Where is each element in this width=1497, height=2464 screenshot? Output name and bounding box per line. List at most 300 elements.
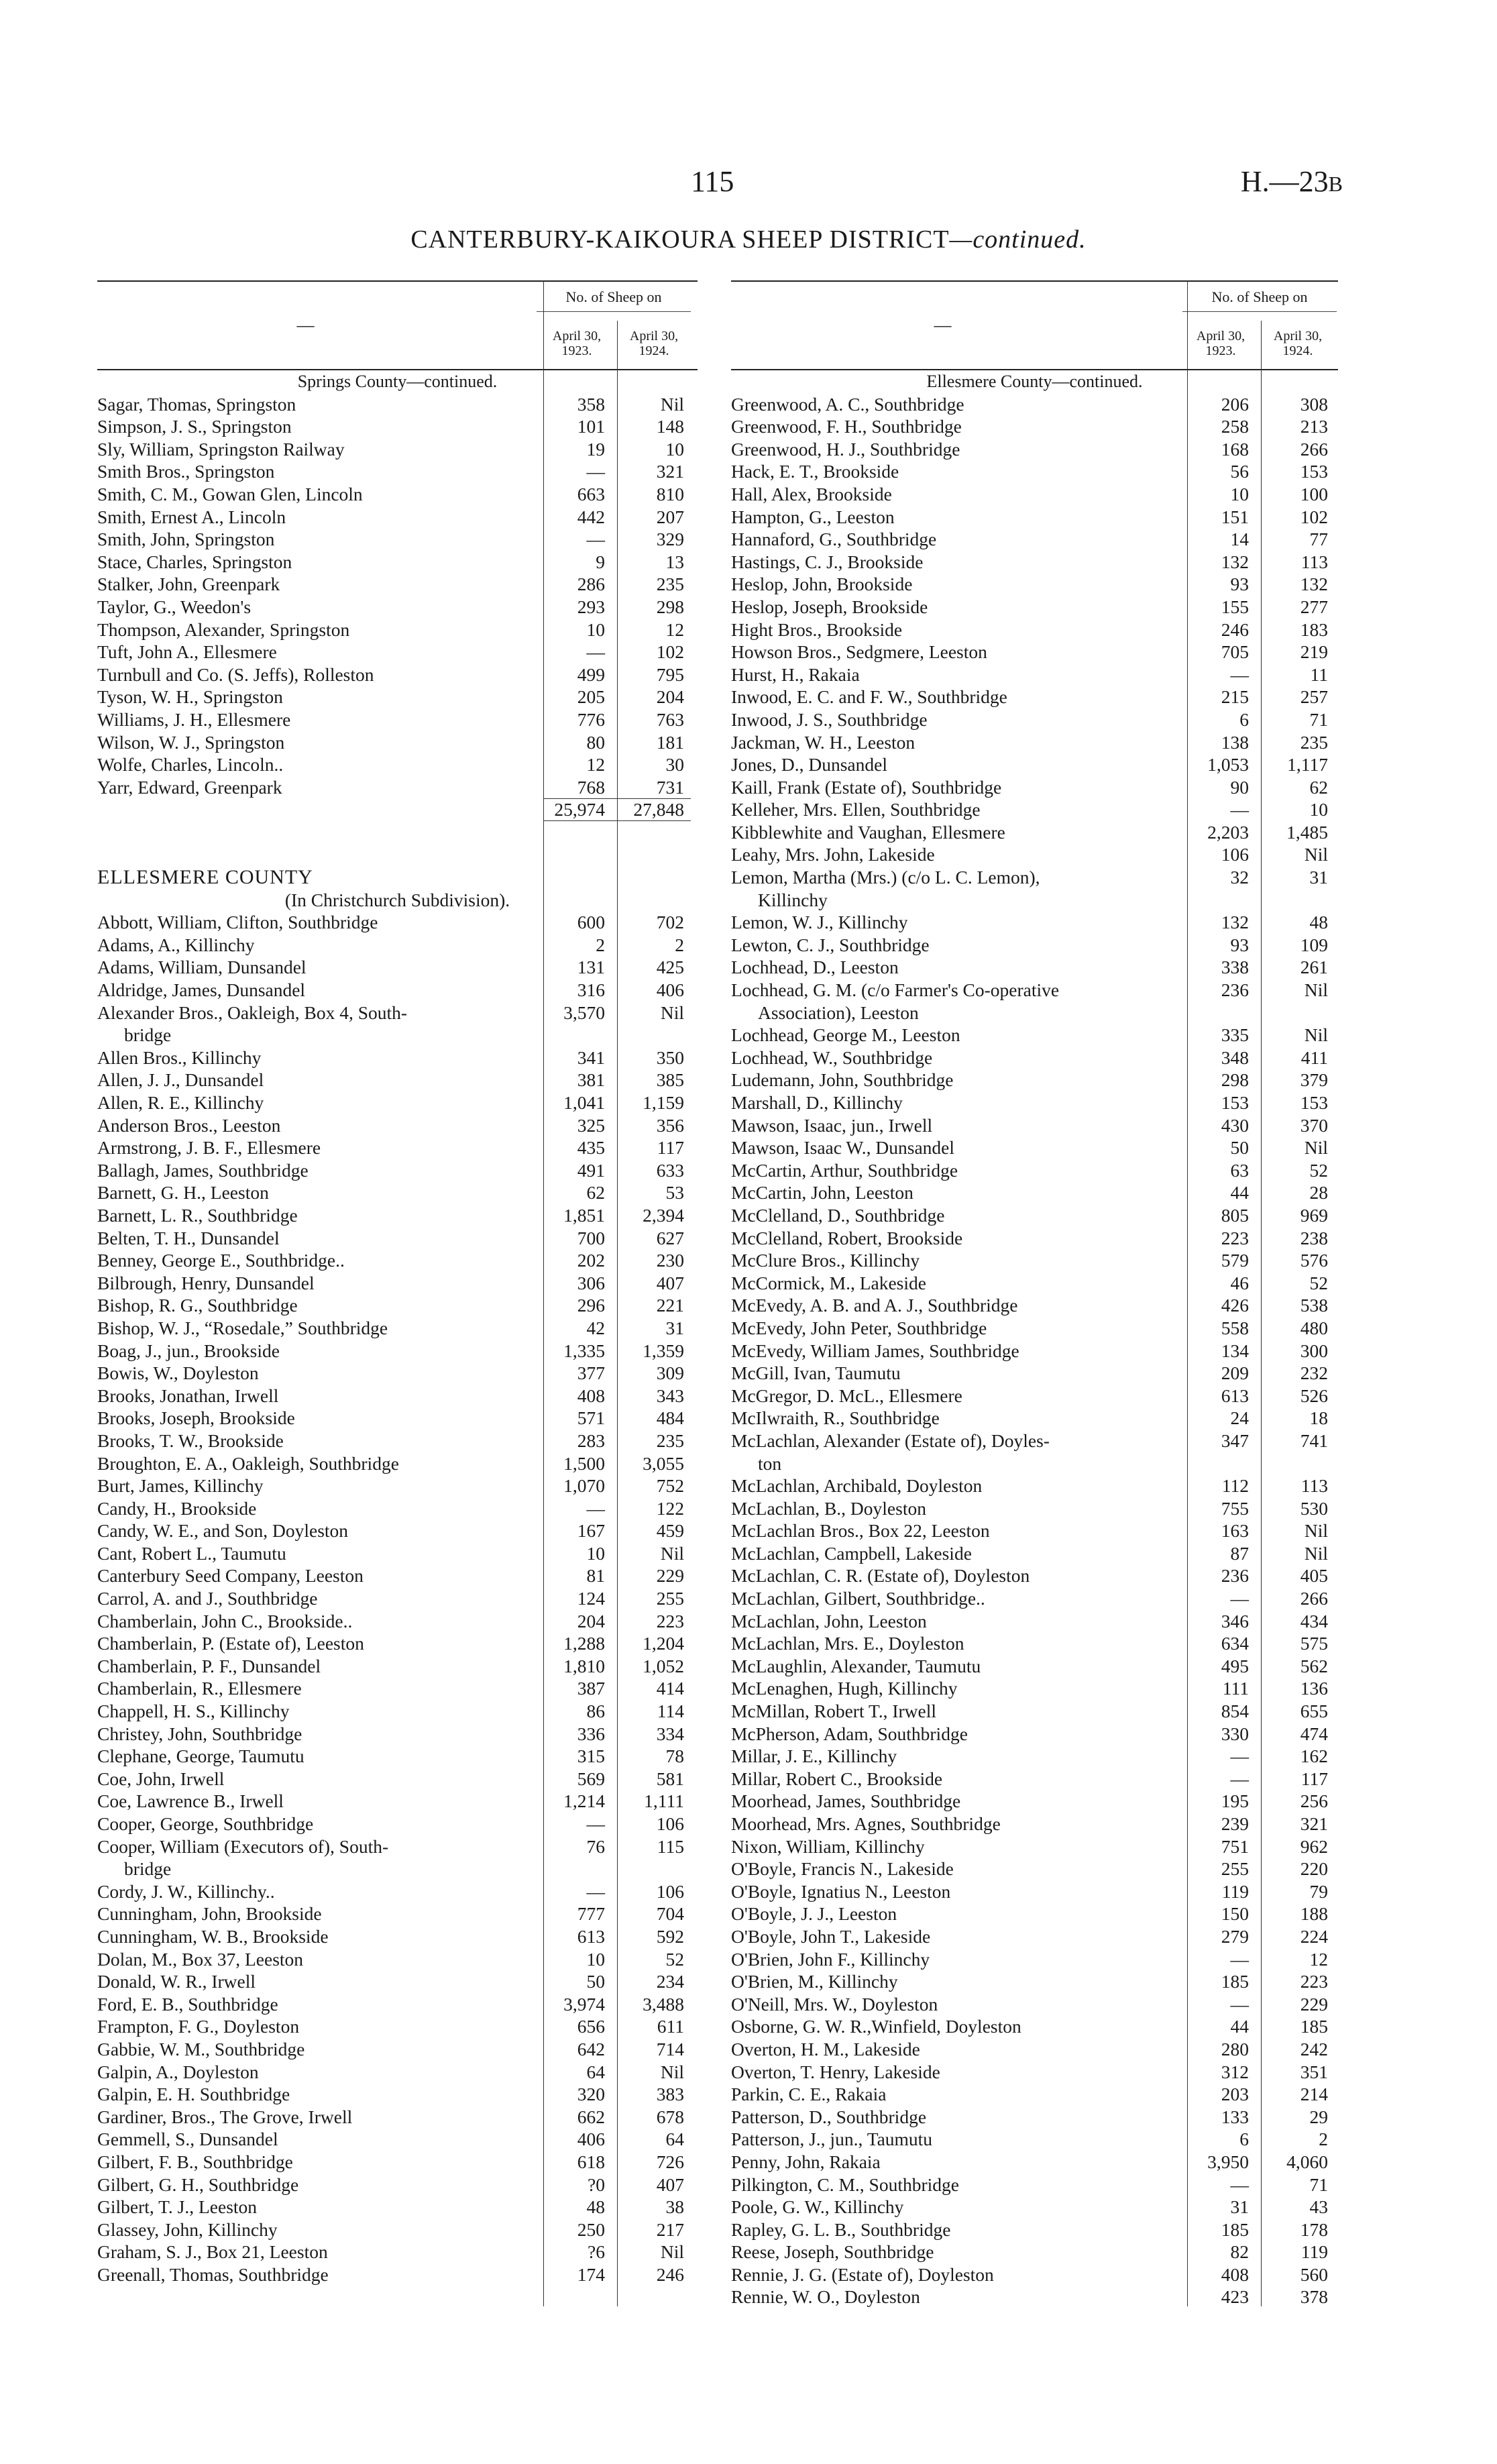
sheep-1924-value: 18 <box>1309 1407 1328 1429</box>
owner-name: McLachlan, Mrs. E., Doyleston <box>731 1633 964 1654</box>
owner-name: Nixon, William, Killinchy <box>731 1835 925 1857</box>
table-row <box>731 641 1338 663</box>
owner-name: O'Brien, M., Killinchy <box>731 1971 898 1992</box>
owner-name: Lochhead, G. M. (c/o Farmer's Co-operative <box>731 979 1060 1001</box>
table-row <box>731 2106 1338 2129</box>
sheep-1923-value: 1,041 <box>563 1092 605 1113</box>
table-row <box>97 2151 698 2174</box>
sheep-1924-value: 474 <box>1300 1723 1328 1744</box>
owner-name: Ballagh, James, Southbridge <box>97 1159 309 1181</box>
sheep-1924-value: 356 <box>656 1114 684 1136</box>
sheep-1923-value: 14 <box>1230 529 1249 550</box>
left-rows <box>97 370 698 2286</box>
table-row <box>97 1430 698 1452</box>
sheep-1924-value: 224 <box>1300 1925 1328 1947</box>
sheep-1923-value: 346 <box>1221 1610 1249 1631</box>
table-row <box>97 1497 698 1520</box>
sheep-1923-value: 76 <box>586 1835 605 1857</box>
owner-name: Hastings, C. J., Brookside <box>731 551 924 572</box>
owner-name: Simpson, J. S., Springston <box>97 416 292 437</box>
owner-name: Bishop, W. J., “Rosedale,” Southbridge <box>97 1317 388 1338</box>
table-row <box>97 889 698 912</box>
table-row <box>731 1136 1338 1159</box>
sheep-1924-value: 309 <box>656 1362 684 1384</box>
table-row <box>731 2038 1338 2061</box>
table-row <box>97 2263 698 2286</box>
sheep-1923-value: 10 <box>586 619 605 640</box>
sheep-1924-value: 153 <box>1300 461 1328 482</box>
owner-name: Candy, W. E., and Son, Doyleston <box>97 1520 349 1542</box>
owner-name: Donald, W. R., Irwell <box>97 1971 256 1992</box>
owner-name: Osborne, G. W. R.,Winfield, Doyleston <box>731 2016 1021 2037</box>
column-divider <box>543 280 544 2306</box>
owner-name: Poole, G. W., Killinchy <box>731 2196 904 2218</box>
owner-name: Heslop, John, Brookside <box>731 574 913 595</box>
sheep-1923-value: 330 <box>1221 1723 1249 1744</box>
owner-name: Stalker, John, Greenpark <box>97 574 280 595</box>
table-header <box>97 282 698 370</box>
table-row <box>97 528 698 551</box>
owner-name: McClelland, Robert, Brookside <box>731 1227 963 1248</box>
sheep-1923-value: 124 <box>577 1588 605 1609</box>
owner-name: Lochhead, George M., Leeston <box>731 1024 960 1046</box>
sheep-1924-value: 38 <box>665 2196 684 2218</box>
owner-name: (In Christchurch Subdivision). <box>284 889 510 910</box>
sheep-1924-value: 238 <box>1300 1227 1328 1248</box>
sheep-1923-value: ?6 <box>588 2241 605 2263</box>
sheep-1924-value: 229 <box>656 1565 684 1587</box>
sheep-1923-value: 283 <box>577 1430 605 1451</box>
owner-name: Brooks, T. W., Brookside <box>97 1430 284 1451</box>
sheep-1924-value: 29 <box>1309 2106 1328 2127</box>
sheep-1924-value: 576 <box>1300 1250 1328 1271</box>
owner-name: Cunningham, W. B., Brookside <box>97 1925 329 1947</box>
sheep-1923-value: 306 <box>577 1272 605 1293</box>
sheep-1923-value: 618 <box>577 2151 605 2172</box>
page-title-main: CANTERBURY-KAIKOURA SHEEP DISTRICT <box>410 225 950 254</box>
owner-name: Coe, John, Irwell <box>97 1768 225 1789</box>
sheep-1923-value: — <box>1230 1746 1249 1767</box>
table-row <box>731 1813 1338 1835</box>
owner-name: O'Neill, Mrs. W., Doyleston <box>731 1993 938 2015</box>
table-row <box>731 506 1338 529</box>
owner-name: Alexander Bros., Oakleigh, Box 4, South- <box>97 1002 408 1023</box>
sheep-1923-value: 209 <box>1221 1362 1249 1384</box>
sheep-1924-value: Nil <box>1304 1137 1328 1159</box>
sheep-1924-value: 405 <box>1300 1565 1328 1587</box>
sheep-1923-value: 25,974 <box>554 799 605 820</box>
sheep-1924-value: 633 <box>656 1159 684 1181</box>
table-row <box>97 843 698 866</box>
table-row <box>731 1407 1338 1430</box>
owner-name: Graham, S. J., Box 21, Leeston <box>97 2241 328 2263</box>
owner-name: Chamberlain, R., Ellesmere <box>97 1678 302 1699</box>
owner-name: Kaill, Frank (Estate of), Southbridge <box>731 776 1002 798</box>
table-row <box>97 1024 698 1047</box>
sheep-1924-value: 71 <box>1309 2174 1328 2195</box>
sheep-1924-value: 321 <box>1300 1813 1328 1834</box>
owner-name: Cooper, George, Southbridge <box>97 1813 314 1834</box>
sheep-1924-value: 53 <box>665 1182 684 1203</box>
table-row <box>97 1813 698 1835</box>
table-row <box>731 1475 1338 1497</box>
sheep-1923-value: 151 <box>1221 506 1249 527</box>
sheep-1923-value: 341 <box>577 1047 605 1068</box>
sheep-1924-value: 213 <box>1300 416 1328 437</box>
owner-name: Clephane, George, Taumutu <box>97 1746 304 1767</box>
owner-name: Christey, John, Southbridge <box>97 1723 302 1744</box>
owner-name: Stace, Charles, Springston <box>97 551 292 572</box>
sheep-1924-value: 351 <box>1300 2061 1328 2082</box>
sheep-1924-value: Nil <box>1304 1024 1328 1046</box>
table-row <box>97 415 698 438</box>
owner-name: Kelleher, Mrs. Ellen, Southbridge <box>731 799 981 820</box>
table-row <box>97 1587 698 1610</box>
table-row <box>731 1385 1338 1407</box>
table-row <box>731 1858 1338 1880</box>
table-row <box>731 370 1338 393</box>
sheep-1923-value: 2 <box>596 934 605 955</box>
sheep-1923-value: 56 <box>1230 461 1249 482</box>
owner-name: Hall, Alex, Brookside <box>731 483 892 504</box>
table-row <box>731 1497 1338 1520</box>
sheep-1924-value: 2 <box>1319 2129 1328 2150</box>
sheep-1923-value: 751 <box>1221 1835 1249 1857</box>
table-row <box>731 866 1338 889</box>
sheep-1924-value: 321 <box>656 461 684 482</box>
owner-name: Sagar, Thomas, Springston <box>97 393 296 415</box>
table-row <box>731 1002 1338 1024</box>
sheep-1923-value: 131 <box>577 957 605 978</box>
owner-name: bridge <box>124 1024 172 1046</box>
sheep-1923-value: 205 <box>577 686 605 708</box>
sheep-1923-value: 64 <box>586 2061 605 2082</box>
owner-name: Brooks, Jonathan, Irwell <box>97 1385 279 1406</box>
sheep-1924-value: 13 <box>665 551 684 572</box>
sheep-1923-value: 335 <box>1221 1024 1249 1046</box>
table-row <box>731 1249 1338 1272</box>
table-row <box>97 2218 698 2241</box>
sheep-1924-value: 235 <box>1300 731 1328 753</box>
sheep-1924-value: 752 <box>656 1475 684 1497</box>
table-row <box>731 2263 1338 2286</box>
table-row <box>731 573 1338 596</box>
owner-name: McLaughlin, Alexander, Taumutu <box>731 1655 981 1676</box>
table-row <box>731 1047 1338 1069</box>
owner-name: Hurst, H., Rakaia <box>731 663 860 685</box>
sheep-1924-value: 257 <box>1300 686 1328 708</box>
sheep-1923-value: 315 <box>577 1746 605 1767</box>
sheep-1923-value: 656 <box>577 2016 605 2037</box>
table-row <box>97 1723 698 1746</box>
sheep-1923-value: 348 <box>1221 1047 1249 1068</box>
table-row <box>97 1249 698 1272</box>
owner-name: Gemmell, S., Dunsandel <box>97 2129 278 2150</box>
owner-name: McGill, Ivan, Taumutu <box>731 1362 901 1384</box>
sheep-1923-value: 495 <box>1221 1655 1249 1676</box>
table-row <box>731 2083 1338 2106</box>
table-row <box>731 2218 1338 2241</box>
sheep-1923-value: 3,974 <box>563 1993 605 2015</box>
sheep-1923-value: 755 <box>1221 1497 1249 1519</box>
sheep-1923-value: 150 <box>1221 1903 1249 1925</box>
sheep-1923-value: 101 <box>577 416 605 437</box>
table-row <box>731 1835 1338 1858</box>
sheep-1923-value: 279 <box>1221 1925 1249 1947</box>
table-row <box>731 1655 1338 1678</box>
sheep-1924-value: 246 <box>656 2263 684 2285</box>
sheep-1923-value: 662 <box>577 2106 605 2127</box>
sheep-1923-value: — <box>1230 2174 1249 2195</box>
sheep-1924-value: 969 <box>1300 1204 1328 1226</box>
owner-name: Jones, D., Dunsandel <box>731 754 887 775</box>
sheep-1923-value: 768 <box>577 776 605 798</box>
owner-name: Gilbert, F. B., Southbridge <box>97 2151 293 2172</box>
sheep-1924-value: 484 <box>656 1407 684 1429</box>
table-row <box>97 731 698 754</box>
table-row <box>97 2015 698 2038</box>
sheep-1924-value: 459 <box>656 1520 684 1542</box>
sheep-1923-value: 195 <box>1221 1790 1249 1812</box>
table-row <box>97 1745 698 1768</box>
owner-name: Heslop, Joseph, Brookside <box>731 596 928 617</box>
sheep-1924-value: 235 <box>656 1430 684 1451</box>
sheep-1924-value: Nil <box>660 1002 684 1023</box>
sheep-1923-value: 223 <box>1221 1227 1249 1248</box>
sheep-1923-value: 239 <box>1221 1813 1249 1834</box>
table-row <box>97 821 698 844</box>
table-row <box>97 1768 698 1790</box>
sheep-1924-value: 4,060 <box>1286 2151 1328 2172</box>
sheep-1923-value: 132 <box>1221 551 1249 572</box>
table-row <box>731 2128 1338 2151</box>
sheep-1924-value: 77 <box>1309 529 1328 550</box>
sheep-1924-value: 1,117 <box>1287 754 1328 775</box>
owner-name: McEvedy, John Peter, Southbridge <box>731 1317 987 1338</box>
sheep-1924-value: 64 <box>665 2129 684 2150</box>
sheep-1923-value: 46 <box>1230 1272 1249 1293</box>
owner-name: McClure Bros., Killinchy <box>731 1250 920 1271</box>
owner-name: McCartin, John, Leeston <box>731 1182 913 1203</box>
table-row <box>731 2241 1338 2263</box>
owner-name: McLenaghen, Hugh, Killinchy <box>731 1678 958 1699</box>
sheep-1924-value: 266 <box>1300 438 1328 460</box>
sheep-1923-value: 44 <box>1230 2016 1249 2037</box>
table-row <box>731 1970 1338 1993</box>
table-row <box>731 956 1338 979</box>
sheep-1924-value: 48 <box>1309 912 1328 933</box>
table-row <box>97 1655 698 1678</box>
sheep-1924-value: 1,052 <box>643 1655 684 1676</box>
sheep-1923-value: 90 <box>1230 776 1249 798</box>
sheep-1923-value: 24 <box>1230 1407 1249 1429</box>
owner-name: Glassey, John, Killinchy <box>97 2218 278 2240</box>
sheep-1924-value: 383 <box>656 2084 684 2105</box>
sheep-1923-value: 571 <box>577 1407 605 1429</box>
right-column <box>731 280 1338 2308</box>
table-row <box>97 1294 698 1317</box>
owner-name: McLachlan Bros., Box 22, Leeston <box>731 1520 990 1542</box>
sheep-1924-value: 530 <box>1300 1497 1328 1519</box>
sheep-1923-value: 3,570 <box>563 1002 605 1023</box>
right-rows <box>731 370 1338 2308</box>
sheep-1924-value: 178 <box>1300 2218 1328 2240</box>
owner-name: Association), Leeston <box>758 1002 919 1023</box>
sheep-1923-value: 80 <box>586 731 605 753</box>
sheep-1924-value: 235 <box>656 574 684 595</box>
sheep-1924-value: 27,848 <box>633 799 684 820</box>
sheep-1923-value: 700 <box>577 1227 605 1248</box>
sheep-1923-value: 10 <box>586 1542 605 1564</box>
sheep-1923-value: 112 <box>1221 1475 1249 1497</box>
table-row <box>731 1542 1338 1565</box>
sheep-1924-value: 298 <box>656 596 684 617</box>
owner-name: Bishop, R. G., Southbridge <box>97 1295 298 1316</box>
sheep-1923-value: 705 <box>1221 641 1249 663</box>
document-code-prefix: H.—23 <box>1240 165 1329 198</box>
table-row <box>731 1204 1338 1227</box>
table-row <box>731 1700 1338 1723</box>
table-row <box>97 438 698 461</box>
owner-name: Turnbull and Co. (S. Jeffs), Rolleston <box>97 663 374 685</box>
table-row <box>731 2196 1338 2218</box>
sheep-1923-value: 381 <box>577 1069 605 1091</box>
owner-name: Overton, T. Henry, Lakeside <box>731 2061 940 2082</box>
owner-name: Reese, Joseph, Southbridge <box>731 2241 934 2263</box>
sheep-1923-value: 9 <box>596 551 605 572</box>
sheep-1924-value: Nil <box>660 2061 684 2082</box>
table-row <box>731 1610 1338 1633</box>
sheep-1923-value: 138 <box>1221 731 1249 753</box>
sheep-1924-value: 1,159 <box>643 1092 684 1113</box>
owner-name: Rennie, W. O., Doyleston <box>731 2286 920 2308</box>
table-row <box>731 708 1338 731</box>
table-row <box>731 2286 1338 2308</box>
owner-name: Gabbie, W. M., Southbridge <box>97 2038 305 2059</box>
sheep-1923-value: 255 <box>1221 1858 1249 1880</box>
sheep-1924-value: 343 <box>656 1385 684 1406</box>
table-row <box>731 2015 1338 2038</box>
owner-name: McEvedy, William James, Southbridge <box>731 1340 1019 1361</box>
sheep-1923-value: 579 <box>1221 1250 1249 1271</box>
table-row <box>97 641 698 663</box>
table-row <box>731 731 1338 754</box>
sheep-1924-value: 78 <box>665 1746 684 1767</box>
table-row <box>731 1430 1338 1452</box>
sheep-1924-value: 810 <box>656 483 684 504</box>
sheep-1924-value: 385 <box>656 1069 684 1091</box>
sheep-1923-value: 613 <box>577 1925 605 1947</box>
table-row <box>97 2128 698 2151</box>
table-row <box>97 1970 698 1993</box>
table-row <box>97 596 698 619</box>
sheep-1923-value: 10 <box>586 1948 605 1970</box>
table-row <box>97 2083 698 2106</box>
sheep-1923-value: 499 <box>577 663 605 685</box>
sheep-1923-value: 93 <box>1230 574 1249 595</box>
owner-name: McIlwraith, R., Southbridge <box>731 1407 940 1429</box>
owner-name: Jackman, W. H., Leeston <box>731 731 916 753</box>
owner-name: Rennie, J. G. (Estate of), Doyleston <box>731 2263 994 2285</box>
owner-name: McMillan, Robert T., Irwell <box>731 1701 937 1722</box>
table-row <box>97 1452 698 1475</box>
table-row <box>97 911 698 934</box>
owner-name: Inwood, E. C. and F. W., Southbridge <box>731 686 1007 708</box>
table-row <box>97 1181 698 1204</box>
sheep-1924-value: 181 <box>656 731 684 753</box>
sheep-1924-value: 31 <box>1309 867 1328 888</box>
table-row <box>731 753 1338 776</box>
owner-name: Smith, C. M., Gowan Glen, Lincoln <box>97 483 363 504</box>
table-row <box>731 934 1338 957</box>
owner-name: Chamberlain, P. F., Dunsandel <box>97 1655 321 1676</box>
sheep-1923-value: 82 <box>1230 2241 1249 2263</box>
sheep-1924-value: 132 <box>1300 574 1328 595</box>
sheep-1924-value: 217 <box>656 2218 684 2240</box>
owner-name: Lochhead, D., Leeston <box>731 957 899 978</box>
sheep-1924-value: 1,485 <box>1286 821 1328 843</box>
sheep-1923-value: 426 <box>1221 1295 1249 1316</box>
owner-name: Patterson, D., Southbridge <box>731 2106 927 2127</box>
sheep-1924-value: 234 <box>656 1971 684 1992</box>
sheep-1924-value: 1,111 <box>644 1790 684 1812</box>
owner-name: McLachlan, Alexander (Estate of), Doyles- <box>731 1430 1050 1451</box>
owner-name: Ford, E. B., Southbridge <box>97 1993 278 2015</box>
table-row <box>97 1272 698 1295</box>
sheep-1923-value: 32 <box>1230 867 1249 888</box>
owner-name: Adams, A., Killinchy <box>97 934 255 955</box>
sheep-1923-value: 134 <box>1221 1340 1249 1361</box>
owner-name: McClelland, D., Southbridge <box>731 1204 945 1226</box>
owner-name: McLachlan, C. R. (Estate of), Doyleston <box>731 1565 1030 1587</box>
table-row <box>97 776 698 799</box>
sheep-1923-value: 236 <box>1221 979 1249 1001</box>
sheep-1924-value: 378 <box>1300 2286 1328 2308</box>
owner-name: Barnett, G. H., Leeston <box>97 1182 269 1203</box>
sheep-1923-value: 44 <box>1230 1182 1249 1203</box>
table-row <box>97 753 698 776</box>
sheep-1924-value: 678 <box>656 2106 684 2127</box>
table-row <box>731 393 1338 416</box>
table-row <box>97 979 698 1002</box>
table-row <box>97 393 698 416</box>
sheep-1923-value: — <box>586 1880 605 1902</box>
table-row <box>731 1587 1338 1610</box>
sheep-1924-value: 300 <box>1300 1340 1328 1361</box>
owner-name: Ludemann, John, Southbridge <box>731 1069 954 1091</box>
sheep-1924-value: 256 <box>1300 1790 1328 1812</box>
sheep-1924-value: 407 <box>656 1272 684 1293</box>
sheep-1923-value: 663 <box>577 483 605 504</box>
sheep-1923-value: 2,203 <box>1207 821 1249 843</box>
sheep-1923-value: 87 <box>1230 1542 1249 1564</box>
owner-name: Brooks, Joseph, Brookside <box>97 1407 295 1429</box>
sheep-1924-value: 102 <box>656 641 684 663</box>
owner-name: Belten, T. H., Dunsandel <box>97 1227 280 1248</box>
sheep-1923-value: 1,851 <box>563 1204 605 1226</box>
owner-name: Chappell, H. S., Killinchy <box>97 1701 290 1722</box>
table-row <box>731 1181 1338 1204</box>
sheep-1924-value: 79 <box>1309 1880 1328 1902</box>
sheep-1923-value: 325 <box>577 1114 605 1136</box>
sheep-1923-value: 246 <box>1221 619 1249 640</box>
table-row <box>731 1317 1338 1340</box>
owner-name: Gilbert, T. J., Leeston <box>97 2196 258 2218</box>
sheep-1923-value: 202 <box>577 1250 605 1271</box>
sheep-1923-value: 280 <box>1221 2038 1249 2059</box>
sheep-1923-value: 347 <box>1221 1430 1249 1451</box>
sheep-1924-value: 575 <box>1300 1633 1328 1654</box>
